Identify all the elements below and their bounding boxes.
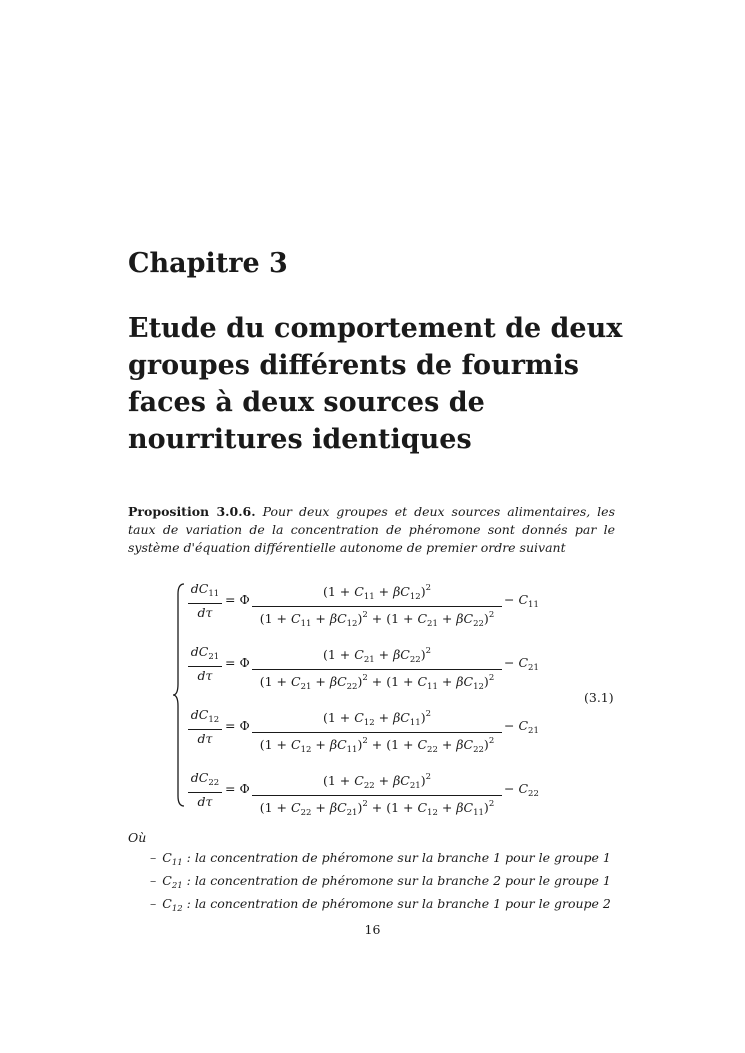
tail-term: − $C_{21}$ [504, 718, 539, 736]
chapter-title: Etude du comportement de deux groupes différents de fourmis faces à deux sources de nourritures identiques [128, 313, 623, 455]
fraction: $\frac{(1 + C_{11} + \beta C_{12})^2}{(1 + C_{11} + \beta C_{12})^2 + (1 + C_{21} + \beta C_{22})^2}$ [252, 580, 502, 633]
tail-term: − $C_{11}$ [504, 592, 539, 610]
fraction: $\frac{(1 + C_{22} + \beta C_{21})^2}{(1 + C_{22} + \beta C_{21})^2 + (1 + C_{12} + \beta C_{11})^2}$ [252, 769, 502, 822]
definition-item: – $C_{11}$ : la concentration de phéromone sur la branche 1 pour le groupe 1 [150, 850, 611, 868]
equation-system [172, 580, 617, 818]
page-number: 16 [364, 922, 381, 937]
derivative: $\frac{dC_{12}}{d\tau}$ [188, 706, 222, 747]
proposition-label: Proposition 3.0.6. [128, 504, 256, 519]
derivative: $\frac{dC_{11}}{d\tau}$ [188, 580, 222, 621]
coefficient: = Φ [225, 718, 250, 733]
coefficient: = Φ [225, 655, 250, 670]
dash-bullet: – [150, 896, 157, 911]
left-brace [172, 580, 186, 810]
dash-bullet: – [150, 850, 157, 865]
coefficient: = Φ [225, 781, 250, 796]
derivative: $\frac{dC_{21}}{d\tau}$ [188, 643, 222, 684]
proposition [128, 503, 615, 557]
definition-list [150, 849, 611, 918]
definition-item: – $C_{21}$ : la concentration de phéromone sur la branche 2 pour le groupe 1 [150, 873, 611, 891]
equation-tag: (3.1) [584, 690, 614, 705]
derivative: $\frac{dC_{22}}{d\tau}$ [188, 769, 222, 810]
where-label: Où [128, 830, 147, 845]
fraction: $\frac{(1 + C_{21} + \beta C_{22})^2}{(1 + C_{21} + \beta C_{22})^2 + (1 + C_{11} + \beta C_{12})^2}$ [252, 643, 502, 696]
dash-bullet: – [150, 873, 157, 888]
definition-item: – $C_{12}$ : la concentration de phéromone sur la branche 1 pour le groupe 2 [150, 896, 611, 914]
coefficient: = Φ [225, 592, 250, 607]
tail-term: − $C_{22}$ [504, 781, 539, 799]
chapter-label: Chapitre 3 [128, 248, 288, 279]
tail-term: − $C_{21}$ [504, 655, 539, 673]
proposition-text: Pour deux groupes et deux sources alimentaires, les taux de variation de la concentration de phéromone sont donnés par le système d'équation différentielle autonome de premier ordre suivant [128, 504, 615, 555]
fraction: $\frac{(1 + C_{12} + \beta C_{11})^2}{(1 + C_{12} + \beta C_{11})^2 + (1 + C_{22} + \beta C_{22})^2}$ [252, 706, 502, 759]
